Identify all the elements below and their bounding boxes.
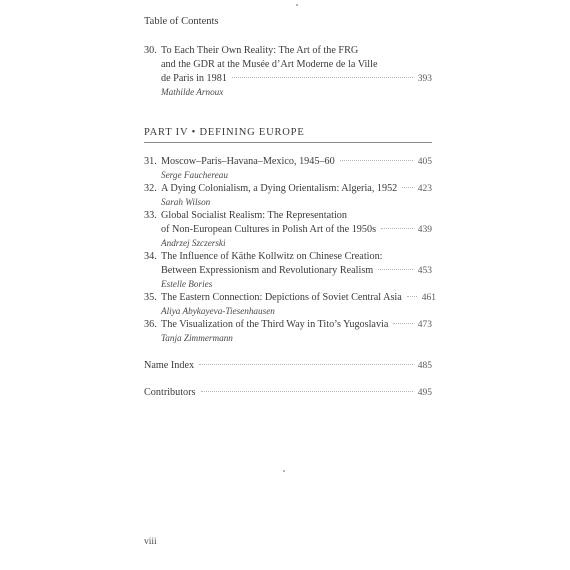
dot-leader — [199, 364, 413, 365]
back-matter-page-number: 485 — [417, 361, 432, 371]
entry-title-line: Global Socialist Realism: The Representation — [161, 210, 347, 221]
toc-entry-32 — [144, 182, 432, 208]
toc-entry-33 — [144, 209, 432, 249]
entry-number: 36. — [144, 319, 157, 330]
toc-entry-31 — [144, 155, 432, 181]
entry-author: Mathilde Arnoux — [161, 87, 224, 97]
entry-title-line: The Influence of Käthe Kollwitz on Chinese Creation: — [161, 251, 383, 262]
entry-number: 31. — [144, 156, 157, 167]
entry-title-line: de Paris in 1981 — [161, 73, 227, 84]
back-matter-page-number: 495 — [417, 388, 432, 398]
dot-leader — [393, 323, 412, 324]
entry-page-number: 453 — [417, 266, 432, 276]
scan-speck — [283, 470, 285, 472]
entry-page-number: 439 — [417, 225, 432, 235]
toc-entry-contributors — [144, 387, 432, 398]
dot-leader — [378, 269, 413, 270]
entry-page-number: 473 — [417, 320, 432, 330]
part-heading: PART IV • DEFINING EUROPE — [144, 127, 305, 138]
running-head: Table of Contents — [144, 16, 219, 27]
entry-title-line: The Visualization of the Third Way in Tito’s Yugoslavia — [161, 319, 389, 330]
entry-number: 32. — [144, 183, 157, 194]
entry-title-line: To Each Their Own Reality: The Art of the FRG — [161, 45, 359, 56]
back-matter-title: Contributors — [144, 387, 196, 398]
entry-page-number: 405 — [417, 157, 432, 167]
dot-leader — [402, 187, 412, 188]
entry-title-line: Between Expressionism and Revolutionary Realism — [161, 265, 374, 276]
entry-title-line: A Dying Colonialism, a Dying Orientalism: Algeria, 1952 — [161, 183, 398, 194]
part-divider — [144, 142, 432, 143]
entry-page-number: 423 — [417, 184, 432, 194]
entry-author: Sarah Wilson — [161, 197, 211, 207]
entry-number: 33. — [144, 210, 157, 221]
entry-page-number: 461 — [421, 293, 437, 303]
toc-entry-34 — [144, 250, 432, 290]
entry-title-line: The Eastern Connection: Depictions of Soviet Central Asia — [161, 292, 402, 303]
entry-author: Serge Fauchereau — [161, 170, 228, 180]
entry-title-line: and the GDR at the Musée d’Art Moderne de la Ville — [161, 59, 378, 70]
entry-author: Tanja Zimmermann — [161, 333, 233, 343]
entry-author: Aliya Abykayeva-Tiesenhausen — [161, 306, 275, 316]
entry-title-line: of Non-European Cultures in Polish Art of the 1950s — [161, 224, 377, 235]
dot-leader — [407, 296, 417, 297]
toc-entry-30 — [144, 44, 432, 98]
entry-title-line: Moscow–Paris–Havana–Mexico, 1945–60 — [161, 156, 335, 167]
dot-leader — [201, 391, 413, 392]
toc-entry-36 — [144, 318, 432, 344]
toc-entry-name-index — [144, 360, 432, 371]
toc-entry-35 — [144, 291, 437, 317]
back-matter-title: Name Index — [144, 360, 195, 371]
scan-speck — [296, 4, 298, 6]
dot-leader — [232, 77, 413, 78]
entry-number: 30. — [144, 45, 157, 56]
entry-author: Andrzej Szczerski — [161, 238, 226, 248]
page-folio: viii — [144, 537, 157, 547]
entry-page-number: 393 — [417, 74, 432, 84]
entry-number: 34. — [144, 251, 157, 262]
entry-number: 35. — [144, 292, 157, 303]
dot-leader — [340, 160, 413, 161]
dot-leader — [381, 228, 413, 229]
entry-author: Estelle Bories — [161, 279, 213, 289]
